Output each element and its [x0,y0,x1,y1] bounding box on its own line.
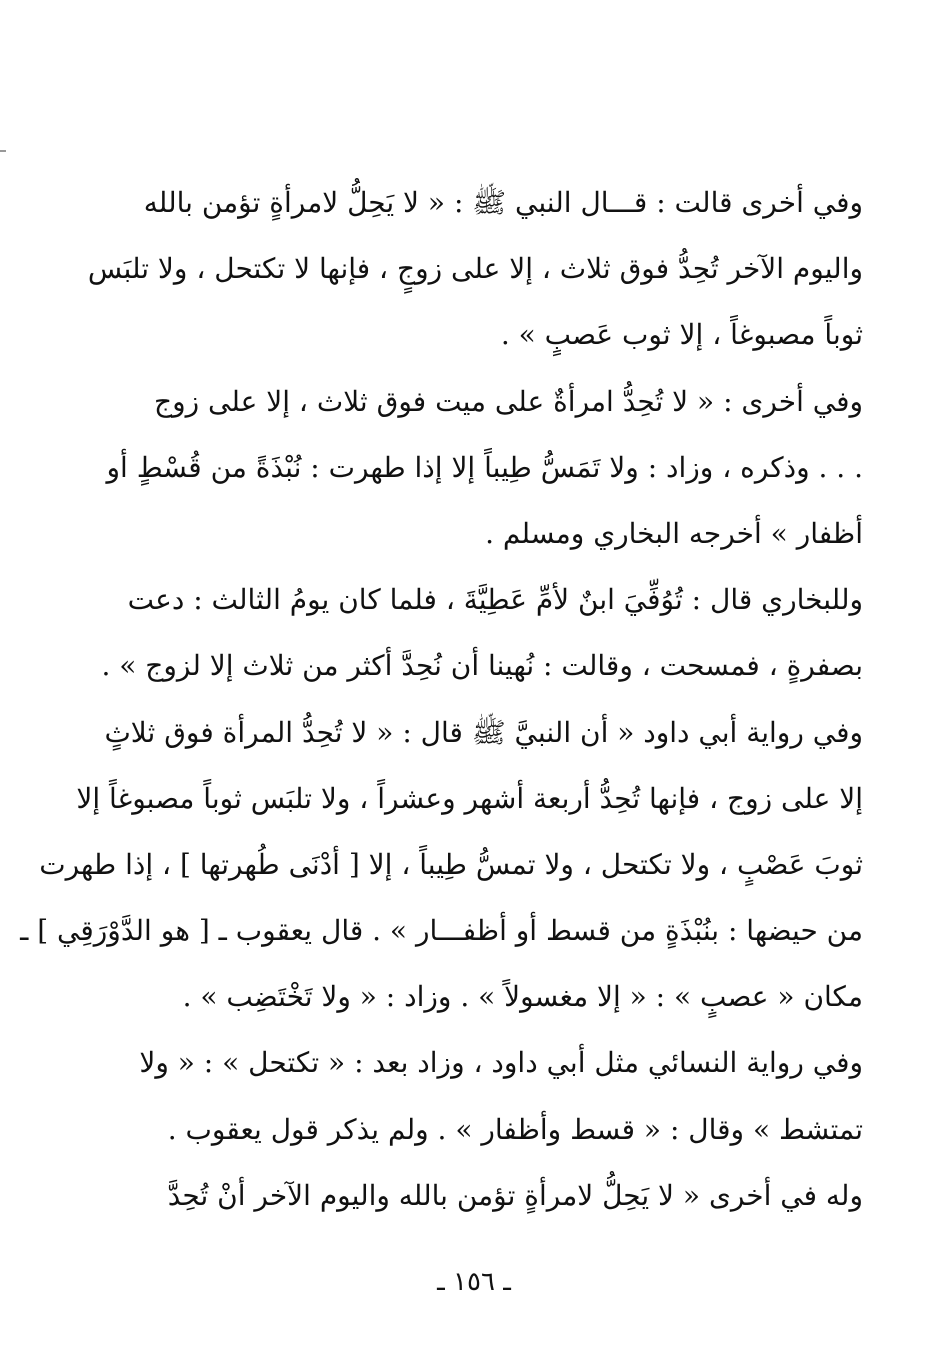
text-line-15: تمتشط » وقال : « قسط وأظفار » . ولم يذكر قول يعقوب . [167,1112,863,1146]
text-line-14: وفي رواية النسائي مثل أبي داود ، وزاد بعد : « تكتحل » : « ولا [139,1046,863,1080]
body-text [20,170,863,1229]
text-line-9: وفي رواية أبي داود « أن النبيَّ ﷺ قال : « لا تُحِدُّ المرأة فوق ثلاثٍ [104,715,863,749]
text-line-11: ثوبَ عَصْبٍ ، ولا تكتحل ، ولا تمسُّ طِيباً ، إلا [ أدْنَى طُهرتها ] ، إذا طهرت [39,847,863,881]
text-line-2: واليوم الآخر تُحِدُّ فوق ثلاث ، إلا على زوجٍ ، فإنها لا تكتحل ، ولا تلبَس [87,252,863,286]
text-line-7: وللبخاري قال : تُوُفِّيَ ابنٌ لأمِّ عَطِيَّةَ ، فلما كان يومُ الثالث : دعت [127,583,863,617]
text-line-10: إلا على زوج ، فإنها تُحِدُّ أربعة أشهر وعشراً ، ولا تلبَس ثوباً مصبوغاً إلا [76,781,863,815]
scan-edge-mark [0,150,6,152]
text-line-12: من حيضها : بنُبْذَةٍ من قسط أو أظفـــار » . قال يعقوب ـ [ هو الدَّوْرَقِي ] ـ [20,914,863,948]
text-line-16: وله في أخرى « لا يَحِلُّ لامرأةٍ تؤمن بالله واليوم الآخر أنْ تُحِدَّ [167,1178,863,1212]
text-line-1: وفي أخرى قالت : قـــال النبي ﷺ : « لا يَحِلُّ لامرأةٍ تؤمن بالله [143,186,863,219]
page-number: ـ ١٥٦ ـ [437,1267,511,1297]
text-line-5: . . . وذكره ، وزاد : ولا تَمَسُّ طِيباً إلا إذا طهرت : نُبْذَةً من قُسْطٍ أو [106,450,863,484]
text-line-6: أظفار » أخرجه البخاري ومسلم . [485,516,863,550]
text-line-4: وفي أخرى : « لا تُحِدُّ امرأةٌ على ميت فوق ثلاث ، إلا على زوج [154,384,863,418]
text-line-3: ثوباً مصبوغاً ، إلا ثوب عَصبٍ » . [500,318,863,352]
text-line-8: بصفرةٍ ، فمسحت ، وقالت : نُهينا أن نُحِدَّ أكثر من ثلاث إلا لزوج » . [101,649,863,683]
text-line-13: مكان « عصبٍ » : « إلا مغسولاً » . وزاد : « ولا تَخْتَضِب » . [182,980,863,1014]
